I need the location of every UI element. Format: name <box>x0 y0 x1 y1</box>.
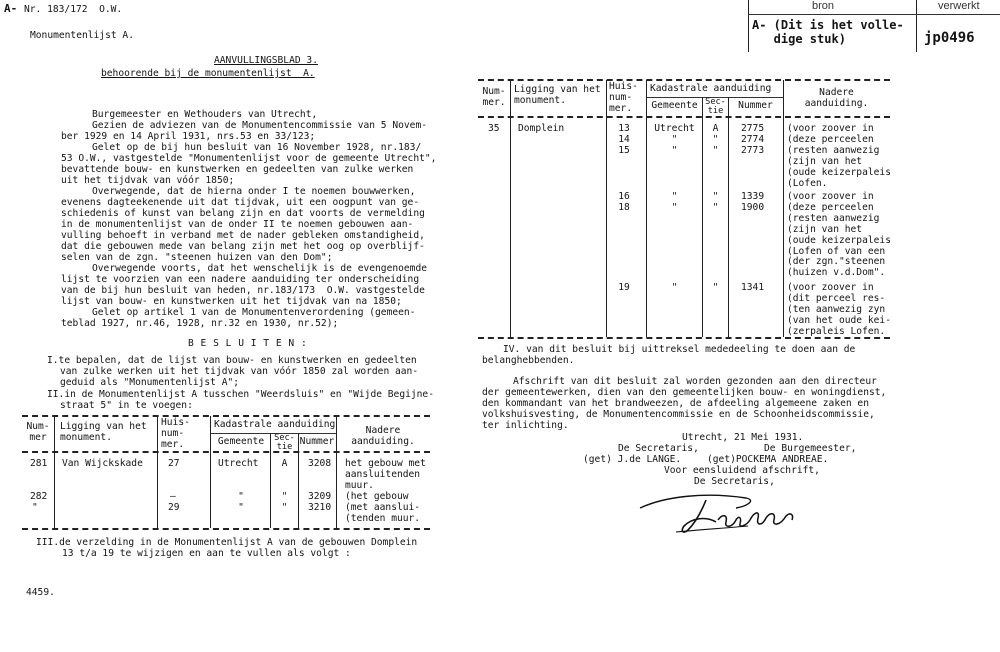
cell-nadere: (voor zoover in (deze perceelen (resten aanwezig (zijn van het (oude keizerpaleis (Lofen of van een (der zgn."steenen (huizen v.d.Dom". <box>787 191 891 279</box>
cell-huis: 27 <box>168 458 180 469</box>
preamble-line: Overwegende, dat de hierna onder I te noemen bouwwerken, <box>92 186 416 197</box>
cell-huis: 16 18 <box>618 191 630 213</box>
decision-line: 13 t/a 19 te wijzigen en aan te vullen als volgt : <box>62 548 351 559</box>
decision-line: van zulke werken uit het tijdvak van vóór 1850 zal worden aan- <box>60 366 419 377</box>
cell-kad-nummer: 3210 <box>308 502 332 513</box>
decision-line: belanghebbenden. <box>482 355 575 366</box>
col-header-kadastrale: Kadastrale aanduiding <box>214 419 336 430</box>
sheet-subtitle: behoorende bij de monumentenlijst A. <box>101 68 315 79</box>
ref-marker: A- <box>4 2 18 15</box>
stamp-verwerkt-value: jp0496 <box>924 30 975 46</box>
signed-pockema: (get)POCKEMA ANDREAE. <box>707 454 829 465</box>
stamp-verwerkt-label: verwerkt <box>938 0 980 12</box>
secretaris-left: De Secretaris, <box>618 443 699 454</box>
preamble-line: van de bij hun besluit van heden, nr.183/173 O.W. vastgestelde <box>61 285 425 296</box>
col-header-kad-nummer: Nummer <box>738 100 773 111</box>
col-header-ligging: Ligging van het monument. <box>60 421 147 443</box>
preamble-line: Gezien de adviezen van de Monumentencommissie van 5 Novem- <box>92 120 428 131</box>
col-header-huisnummer: Huis- num- mer. <box>161 417 190 450</box>
ref-number: Nr. 183/172 O.W. <box>24 4 123 15</box>
preamble-line: evenens dagteekenende uit dat tijdvak, uit een oogpunt van ge- <box>61 197 420 208</box>
preamble-line: selen van de zgn. "steenen huizen van den Dom"; <box>61 252 333 263</box>
cell-huis: – <box>170 491 176 502</box>
cell-gemeente: " <box>238 502 244 513</box>
preamble-line: lijst te voorzien van een nadere aanduiding ter onderscheiding <box>61 274 420 285</box>
preamble-line: ber 1929 en 14 April 1931, nrs.53 en 33/123; <box>61 131 316 142</box>
col-header-nummer: Num- mer. <box>482 86 506 108</box>
preamble-line: in de monumentenlijst van de onder II te noemen gebouwen aan- <box>61 219 414 230</box>
cell-sectie: A <box>281 458 288 469</box>
col-header-huisnummer: Huis- num- mer. <box>609 81 638 114</box>
cell-nadere: (voor zoover in (dit perceel res- (ten aanwezig zyn (van het oude kei- (zerpaleis Lofen. <box>787 282 891 337</box>
cell-huis: 13 14 15 <box>618 123 630 156</box>
page-number: 4459. <box>26 587 55 598</box>
cell-kad-nummer: 2775 2774 2773 <box>741 123 765 156</box>
preamble-line: 53 O.W., vastgestelde "Monumentenlijst voor de gemeente Utrecht", <box>61 153 437 164</box>
col-header-sectie: Sec- tie <box>274 433 295 452</box>
afschrift-line: ter inlichting. <box>482 420 569 431</box>
secretaris-right: De Secretaris, <box>694 476 775 487</box>
conform-line: Voor eensluidend afschrift, <box>664 465 820 476</box>
handwritten-signature <box>636 486 806 538</box>
preamble-line: uit het tijdvak van vóór 1850; <box>61 175 235 186</box>
cell-gemeente: " <box>671 282 678 293</box>
cell-nadere: (het gebouw <box>345 491 409 502</box>
preamble-line: Gelet op de bij hun besluit van 16 November 1928, nr.183/ <box>92 142 422 153</box>
cell-nadere: (voor zoover in (deze perceelen (resten aanwezig (zijn van het (oude keizerpaleis (Lofen. <box>787 123 891 189</box>
cell-sectie: " " <box>712 191 719 213</box>
burgemeester: De Burgemeester, <box>764 443 857 454</box>
cell-huis: 19 <box>618 282 630 293</box>
col-header-gemeente: Gemeente <box>651 100 698 111</box>
decision-line: III.de verzelding in de Monumentenlijst A van de gebouwen Domplein <box>36 537 418 548</box>
cell-nummer: 282 <box>30 491 48 502</box>
place-date: Utrecht, 21 Mei 1931. <box>682 432 804 443</box>
cell-ligging: Domplein <box>518 123 565 134</box>
preamble-line: Gelet op artikel 1 van de Monumentenverordening (gemeen- <box>92 307 416 318</box>
col-header-ligging: Ligging van het monument. <box>514 84 601 106</box>
col-header-nummer: Num- mer <box>26 421 50 443</box>
stamp-bron-value: A- (Dit is het volle- dige stuk) <box>752 18 904 46</box>
col-header-kad-nummer: Nummer <box>299 436 335 447</box>
cell-nummer: 35 <box>488 123 500 134</box>
cell-ligging: Van Wijckskade <box>62 458 143 469</box>
cell-sectie: " <box>712 282 719 293</box>
cell-gemeente: Utrecht <box>218 458 259 469</box>
cell-kad-nummer: 3209 <box>308 491 332 502</box>
afschrift-line: der gemeentewerken, dien van den gemeentelijken bouw- en woningdienst, <box>482 387 887 398</box>
decision-line: geduid als "Monumentenlijst A"; <box>60 377 240 388</box>
afschrift-line: volkshuisvesting, de Monumentencommissie en de Schoonheidscommissie, <box>482 409 875 420</box>
cell-kad-nummer: 1339 1900 <box>741 191 765 213</box>
preamble-line: vulling behoeft in verband met de nader gebleken omstandigheid, <box>61 230 425 241</box>
cell-nummer: " <box>32 502 38 513</box>
col-header-nadere: Nadere aanduiding. <box>351 425 415 447</box>
decision-line: I.te bepalen, dat de lijst van bouw- en kunstwerken en gedeelten <box>47 355 417 366</box>
col-header-gemeente: Gemeente <box>217 436 265 447</box>
preamble-line: bevattende bouw- en kunstwerken en gedeelten van zulke werken <box>61 164 414 175</box>
cell-sectie: " <box>281 502 288 513</box>
cell-sectie: A " " <box>712 123 719 156</box>
list-name: Monumentenlijst A. <box>30 30 134 41</box>
preamble-line: Burgemeester en Wethouders van Utrecht, <box>92 109 318 120</box>
cell-huis: 29 <box>168 502 180 513</box>
decision-line: IV. van dit besluit bij uittreksel mededeeling te doen aan de <box>503 344 856 355</box>
cell-gemeente: Utrecht " " <box>654 123 695 156</box>
decision-line: II.in de Monumentenlijst A tusschen "Weerdsluis" en "Wijde Begijne- <box>47 389 434 400</box>
signed-lange: (get) J.de LANGE. <box>583 454 682 465</box>
sheet-title: AANVULLINGSBLAD 3. <box>214 55 318 66</box>
besluiten-heading: B E S L U I T E N : <box>188 338 308 349</box>
preamble-line: dat die gebouwen mede van belang zijn met het oog op overblijf- <box>61 241 425 252</box>
cell-gemeente: " " <box>671 191 678 213</box>
preamble-line: schiedenis of kunst van belang zijn en dat voorts de vermelding <box>61 208 425 219</box>
cell-kad-nummer: 1341 <box>741 282 765 293</box>
preamble-line: Overwegende voorts, dat het wenschelijk is de evengenoemde <box>92 263 428 274</box>
cell-sectie: " <box>281 491 288 502</box>
stamp-bron-label: bron <box>812 0 835 12</box>
cell-nadere: (met aanslui- (tenden muur. <box>345 502 421 524</box>
col-header-kadastrale: Kadastrale aanduiding <box>650 83 772 94</box>
cell-nummer: 281 <box>30 458 48 469</box>
col-header-sectie: Sec- tie <box>705 97 726 116</box>
afschrift-line: Afschrift van dit besluit zal worden gezonden aan den directeur <box>513 376 877 387</box>
preamble-line: teblad 1927, nr.46, 1928, nr.32 en 1930, nr.52); <box>61 318 339 329</box>
cell-gemeente: " <box>238 491 244 502</box>
cell-nadere: het gebouw met aansluitenden muur. <box>345 458 426 491</box>
afschrift-line: den kommandant van het brandweezen, de afdeeling algemeene zaken en <box>482 398 869 409</box>
preamble-line: lijst van bouw- en kunstwerken uit het tijdvak van na 1850; <box>61 296 402 307</box>
cell-kad-nummer: 3208 <box>308 458 332 469</box>
col-header-nadere: Nadere aanduiding. <box>804 87 869 109</box>
decision-line: straat 5" in te voegen: <box>60 400 193 411</box>
